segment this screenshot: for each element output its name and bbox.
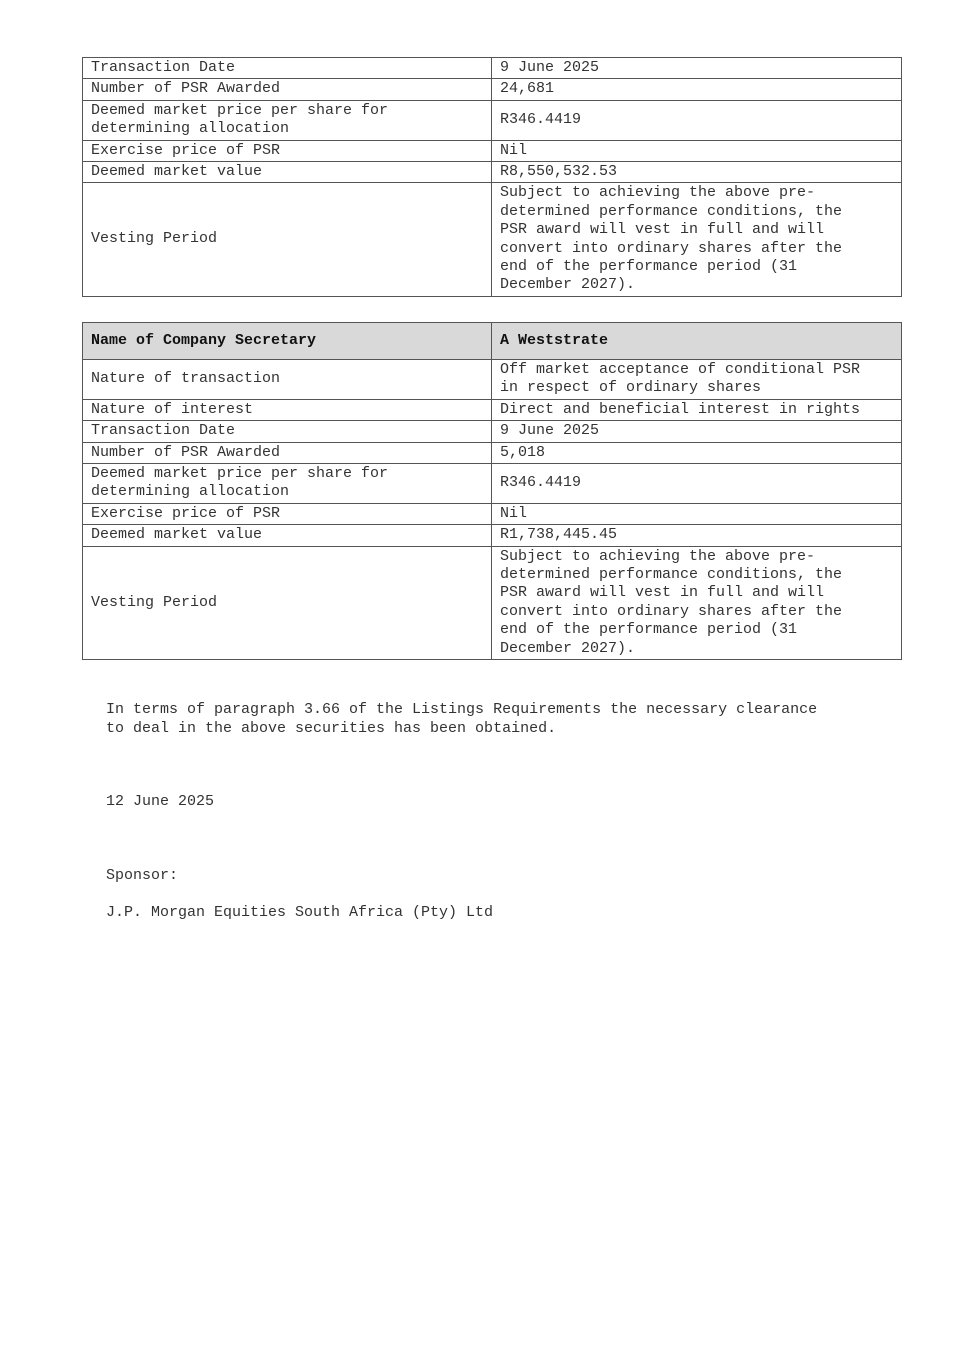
announcement-footer xyxy=(106,683,896,941)
table-row xyxy=(83,58,902,79)
clearance-statement: In terms of paragraph 3.66 of the Listings Requirements the necessary clearance to deal in the above securities has been obtained. xyxy=(106,701,818,737)
row-label: Number of PSR Awarded xyxy=(83,79,492,100)
row-value: Subject to achieving the above pre- determined performance conditions, the PSR award will vest in full and will convert into ordinary shares after the end of the performance period (31 December 2027). xyxy=(492,183,902,296)
table-row xyxy=(83,546,902,659)
table-header-row xyxy=(83,323,902,360)
row-value: R346.4419 xyxy=(492,464,902,504)
row-value: Subject to achieving the above pre- determined performance conditions, the PSR award will vest in full and will convert into ordinary shares after the end of the performance period (31 December 2027). xyxy=(492,546,902,659)
row-value: 5,018 xyxy=(492,442,902,463)
table-row xyxy=(83,442,902,463)
row-label: Deemed market value xyxy=(83,525,492,546)
row-label: Nature of transaction xyxy=(83,360,492,400)
row-value: 24,681 xyxy=(492,79,902,100)
row-label: Vesting Period xyxy=(83,546,492,659)
row-value: R8,550,532.53 xyxy=(492,162,902,183)
announcement-date: 12 June 2025 xyxy=(106,793,215,811)
row-label: Deemed market price per share for determining allocation xyxy=(83,464,492,504)
table-row xyxy=(83,421,902,442)
table-row xyxy=(83,183,902,296)
row-value: Nil xyxy=(492,140,902,161)
row-value: 9 June 2025 xyxy=(492,58,902,79)
row-value: R1,738,445.45 xyxy=(492,525,902,546)
row-value: 9 June 2025 xyxy=(492,421,902,442)
table-row xyxy=(83,140,902,161)
row-value: R346.4419 xyxy=(492,100,902,140)
table-row xyxy=(83,79,902,100)
sponsor-label: Sponsor: xyxy=(106,867,179,885)
row-value: Direct and beneficial interest in rights xyxy=(492,399,902,420)
header-label: Name of Company Secretary xyxy=(83,323,492,360)
row-value: Off market acceptance of conditional PSR in respect of ordinary shares xyxy=(492,360,902,400)
row-label: Deemed market price per share for determining allocation xyxy=(83,100,492,140)
table-row xyxy=(83,360,902,400)
table-row xyxy=(83,399,902,420)
table-row xyxy=(83,100,902,140)
row-value: Nil xyxy=(492,503,902,524)
row-label: Vesting Period xyxy=(83,183,492,296)
sponsor-name: J.P. Morgan Equities South Africa (Pty) Ltd xyxy=(106,903,494,921)
award-details-table-2 xyxy=(82,322,902,660)
table-row xyxy=(83,464,902,504)
award-details-table-1 xyxy=(82,57,902,297)
row-label: Exercise price of PSR xyxy=(83,140,492,161)
row-label: Deemed market value xyxy=(83,162,492,183)
table-row xyxy=(83,525,902,546)
row-label: Transaction Date xyxy=(83,58,492,79)
table-row xyxy=(83,503,902,524)
row-label: Exercise price of PSR xyxy=(83,503,492,524)
row-label: Number of PSR Awarded xyxy=(83,442,492,463)
row-label: Transaction Date xyxy=(83,421,492,442)
table-row xyxy=(83,162,902,183)
row-label: Nature of interest xyxy=(83,399,492,420)
header-value: A Weststrate xyxy=(492,323,902,360)
